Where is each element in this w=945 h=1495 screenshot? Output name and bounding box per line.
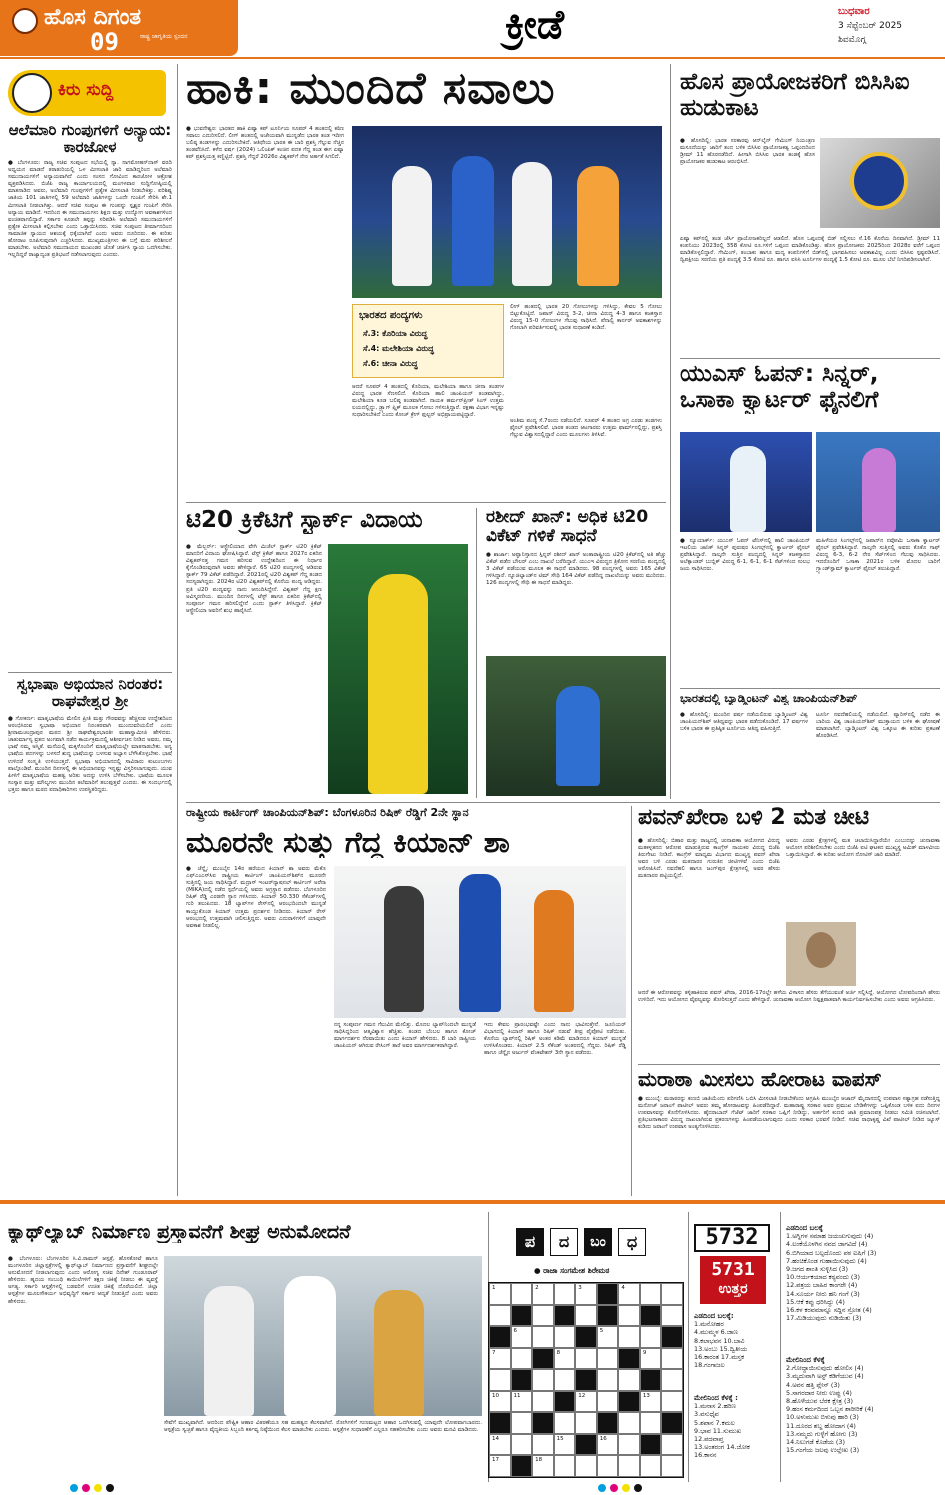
puzzle-letter: ಬಂ bbox=[584, 1228, 612, 1256]
grid-cell[interactable] bbox=[575, 1305, 597, 1327]
starc-headline: ಟಿ20 ಕ್ರಿಕೆಟಿಗೆ ಸ್ಟಾರ್ಕ್ ವಿದಾಯ bbox=[186, 508, 423, 533]
grid-cell[interactable] bbox=[618, 1326, 640, 1348]
person-figure bbox=[374, 1290, 424, 1416]
hockey-story-4: ಅಂತಿಮ ಪಂದ್ಯ ಸೆ.7ರಂದು ನಡೆಯಲಿದೆ. ಸೂಪರ್ 4 ಹಂತದ ಅಗ್ರ ಎರಡು ತಂಡಗಳು ಫೈನಲ್ ಪ್ರವೇಶಿಸಲಿವೆ. ಭಾರತ ತಂಡದ ಆಟಗಾರರು ಉತ್ತಮ ಫಾರ್ಮ್‌ನಲ್ಲಿದ್ದು, ಪ್ರಶಸ್ತಿ ಗೆಲ್ಲುವ ವಿಶ್ವಾಸದಲ್ಲಿದ್ದಾರೆ ಎಂದು ಮೂಲಗಳು ತಿಳಿಸಿವೆ. bbox=[510, 418, 662, 439]
grid-cell[interactable] bbox=[489, 1305, 511, 1327]
grid-cell[interactable] bbox=[511, 1412, 533, 1434]
podium-driver bbox=[534, 890, 574, 1012]
bcci-story-1: ● ಹೊಸದಿಲ್ಲಿ: ಭಾರತ ಸರಕಾರವು ಆನ್‌ಲೈನ್ ಗೇಮಿಂಗ್ ನಿಯಂತ್ರಣ ಮಸೂದೆಯನ್ನು ಜಾರಿಗೆ ತಂದ ಬಳಿಕ ಬಿಸಿಸಿಐ ಪ್ರಾಯೋಜಕತ್ವ ಒಪ್ಪಂದದಿಂದ ಡ್ರೀಮ್ 11 ಹೊರನಡೆದಿದೆ. ಹೀಗಾಗಿ ಬಿಸಿಸಿಐ ಭಾರತ ತಂಡಕ್ಕೆ ಹೊಸ ಪ್ರಾಯೋಜಕರ ಹುಡುಕಾಟ ಆರಂಭಿಸಿದೆ. bbox=[680, 138, 815, 166]
face-shape bbox=[806, 932, 836, 968]
maratha-story: ● ಮುಂಬೈ: ಮರಾಠರನ್ನು ಕುಣಬಿ ಜಾತಿಯೆಂದು ಪರಿಗಣಿಸಿ ಒಬಿಸಿ ಮೀಸಲಾತಿ ನೀಡಬೇಕೆಂದು ಆಗ್ರಹಿಸಿ ಮುಂಬೈನ ಆಜಾದ್ ಮೈದಾನದಲ್ಲಿ ಉಪವಾಸ ಸತ್ಯಾಗ್ರಹ ನಡೆಸುತ್ತಿದ್ದ ಮನೋಜ್ ಜರಾಂಗೆ ಪಾಟೀಲ್ ಅವರು ತಮ್ಮ ಹೋರಾಟವನ್ನು ಹಿಂಪಡೆದಿದ್ದಾರೆ. ಮಹಾರಾಷ್ಟ್ರ ಸರಕಾರ ಅವರ ಪ್ರಮುಖ ಬೇಡಿಕೆಗಳನ್ನು ಒಪ್ಪಿಕೊಂಡ ಬಳಿಕ ಐದು ದಿನಗಳ ಉಪವಾಸವನ್ನು ಕೊನೆಗೊಳಿಸಿದರು. ಹೈದರಾಬಾದ್ ಗೆಜೆಟ್ ಜಾರಿಗೆ ಸರಕಾರ ಒಪ್ಪಿಗೆ ನೀಡಿದ್ದು, ಅರ್ಹರಿಗೆ ಕುಣಬಿ ಜಾತಿ ಪ್ರಮಾಣಪತ್ರ ನೀಡಲು ಸಮಿತಿ ರಚಿಸಲಾಗಿದೆ. ಪ್ರತಿಭಟನಾಕಾರರ ವಿರುದ್ಧ ದಾಖಲಾಗಿರುವ ಪ್ರಕರಣಗಳನ್ನು ಹಿಂಪಡೆಯಲಾಗುವುದು ಎಂದು ಸರಕಾರ ಭರವಸೆ ನೀಡಿದೆ. ಸಚಿವ ರಾಧಾಕೃಷ್ಣ ವಿಖೆ ಪಾಟೀಲ್ ನೀಡಿದ ಜ್ಯೂಸ್ ಕುಡಿದು ಜರಾಂಗೆ ಉಪವಾಸ ಅಂತ್ಯಗೊಳಿಸಿದರು. bbox=[638, 1096, 940, 1131]
clue-item: 10.ಅಳುಮುಖ ಬಿಳುಪು ಹಾರಿ (3) bbox=[786, 1413, 859, 1422]
cmyk-dot bbox=[82, 1484, 90, 1492]
clues-down bbox=[786, 1354, 940, 1480]
clue-item: 2.ಗೋದ್ಧಾಯಿಸುವುದು ಹೋಲಿಸ (4) bbox=[786, 1364, 864, 1373]
grid-block bbox=[554, 1305, 576, 1327]
bcci-story-2: ಏಷ್ಯಾ ಕಪ್‌ನಲ್ಲಿ ತಂಡ ಜೆರ್ಸಿ ಪ್ರಾಯೋಜಕರಿಲ್ಲದೆ ಆಡಲಿದೆ. ಹೊಸ ಒಪ್ಪಂದಕ್ಕೆ ಬಿಡ್ ಸಲ್ಲಿಸಲು ಸೆ.16 ಕೊನೆಯ ದಿನವಾಗಿದೆ. ಡ್ರೀಮ್ 11 ಕಂಪನಿಯು 2023ರಲ್ಲಿ 358 ಕೋಟಿ ರೂ.ಗಳಿಗೆ ಒಪ್ಪಂದ ಮಾಡಿಕೊಂಡಿತ್ತು. ಹೊಸ ಪ್ರಾಯೋಜಕರು 2025ರಿಂದ 2028ರ ವರೆಗೆ ಒಪ್ಪಂದ ಮಾಡಿಕೊಳ್ಳಲಿದ್ದಾರೆ. ಗೇಮಿಂಗ್, ತಂಬಾಕು ಹಾಗೂ ಮದ್ಯ ಕಂಪನಿಗಳಿಗೆ ಬಿಡ್‌ನಲ್ಲಿ ಭಾಗವಹಿಸಲು ಅವಕಾಶವಿಲ್ಲ ಎಂದು ಬಿಸಿಸಿಐ ಸ್ಪಷ್ಟಪಡಿಸಿದೆ. ದ್ವಿಪಕ್ಷೀಯ ಸರಣಿಯ ಪ್ರತಿ ಪಂದ್ಯಕ್ಕೆ 3.5 ಕೋಟಿ ರೂ. ಹಾಗೂ ಐಸಿಸಿ ಟೂರ್ನಿಗಳ ಪಂದ್ಯಕ್ಕೆ 1.5 ಕೋಟಿ ರೂ. ಮೂಲ ಬೆಲೆ ನಿಗದಿಪಡಿಸಲಾಗಿದೆ. bbox=[680, 236, 940, 264]
bcci-headline: ಹೊಸ ಪ್ರಾಯೋಜಕರಿಗೆ ಬಿಸಿಸಿಐ ಹುಡುಕಾಟ bbox=[680, 70, 910, 121]
grid-cell[interactable] bbox=[511, 1348, 533, 1370]
answer-item: 9.ಭಾವ 11.ಸುಮುಖ bbox=[694, 1426, 742, 1435]
rule bbox=[780, 1212, 781, 1482]
bcci-crest-icon bbox=[850, 152, 908, 210]
grid-cell[interactable] bbox=[661, 1455, 683, 1477]
rule bbox=[680, 688, 940, 689]
rule bbox=[688, 1212, 689, 1482]
grid-block bbox=[597, 1305, 619, 1327]
grid-cell[interactable]: 15 bbox=[554, 1434, 576, 1456]
answer-item: 12.ಪದವಾಪ್ತ bbox=[694, 1435, 724, 1444]
grid-cell[interactable]: 16 bbox=[597, 1434, 619, 1456]
registration-marks bbox=[598, 1484, 648, 1492]
grid-cell[interactable] bbox=[532, 1369, 554, 1391]
clue-item: 4.ಅವನ ಹತ್ತಿ ಪ್ಲೇಸ್ (3) bbox=[786, 1380, 840, 1389]
cmyk-dot bbox=[598, 1484, 606, 1492]
grid-block bbox=[661, 1412, 683, 1434]
badminton-headline: ಭಾರತದಲ್ಲಿ ಬ್ಯಾಡ್ಮಿಂಟನ್ ವಿಶ್ವ ಚಾಂಪಿಯನ್‌ಶಿಪ್ bbox=[680, 692, 858, 705]
clue-item: 9.ಹಂಸ ಕರ್ಮದಿಂದ ಒಬ್ಬನ ಶಾರೀರಿಕೆ (4) bbox=[786, 1405, 874, 1414]
puzzle-title bbox=[516, 1228, 650, 1256]
puzzle-letter: ಧ bbox=[618, 1228, 646, 1256]
answer-item: 3.ವಸುಧೈವ bbox=[694, 1410, 719, 1419]
hockey-story-1: ● ಭುವನೇಶ್ವರ: ಭಾರತದ ಹಾಕಿ ಏಷ್ಯಾ ಕಪ್ ಟೂರ್ನಿಯ ಸೂಪರ್ 4 ಹಂತದಲ್ಲಿ ಕಠಿಣ ಸವಾಲು ಎದುರಿಸಲಿದೆ. ಲೀಗ್ ಹಂತದಲ್ಲಿ ಅಜೇಯವಾಗಿ ಮುನ್ನಡೆದ ಭಾರತ ತಂಡ ಇದೀಗ ಬಲಿಷ್ಠ ತಂಡಗಳನ್ನು ಎದುರಿಸಬೇಕಿದೆ. ಆತಿಥೇಯ ಭಾರತ ಈ ಬಾರಿ ಪ್ರಶಸ್ತಿ ಗೆಲ್ಲುವ ನೆಚ್ಚಿನ ತಂಡವೆನಿಸಿದೆ. ಕಳೆದ ವರ್ಷ (2024) ಒಲಿಂಪಿಕ್ ಕಂಚಿನ ಪದಕ ಗೆದ್ದ ತಂಡ ಈಗ ಏಷ್ಯಾ ಕಪ್ ಪ್ರಶಸ್ತಿಯತ್ತ ಕಣ್ಣಿಟ್ಟಿದೆ. ಪ್ರಶಸ್ತಿ ಗೆದ್ದರೆ 2026ರ ವಿಶ್ವಕಪ್‌ಗೆ ನೇರ ಅರ್ಹತೆ ಸಿಗಲಿದೆ. bbox=[186, 126, 344, 161]
grid-block bbox=[618, 1348, 640, 1370]
answer-item: 13.ಅಂಬು 15.ದ್ವಿತೀಯ bbox=[694, 1344, 748, 1353]
khera-portrait bbox=[786, 922, 856, 986]
grid-cell[interactable] bbox=[597, 1348, 619, 1370]
grid-block bbox=[575, 1369, 597, 1391]
grid-cell[interactable] bbox=[640, 1455, 662, 1477]
answer-item: 1.ಮನಾಸ 2.ಹರಿಣ bbox=[694, 1402, 736, 1411]
column-divider bbox=[177, 64, 178, 1196]
cmyk-dot bbox=[610, 1484, 618, 1492]
khera-story-3: ಆದರೆ ಈ ಆರೋಪವನ್ನು ತಳ್ಳಿಹಾಕಿರುವ ಪವನ್ ಖೇರಾ, 2016-17ರಲ್ಲೇ ಹಳೆಯ ವಿಳಾಸದ ಹೆಸರು ತೆಗೆಯುವಂತೆ ಅರ್ಜಿ ಸಲ್ಲಿಸಿದ್ದೆ. ಆಯೋಗದ ಲೋಪದಿಂದಾಗಿ ಹೆಸರು ಉಳಿದಿದೆ. ಇದು ಆಯೋಗದ ವೈಫಲ್ಯವನ್ನು ತೋರಿಸುತ್ತದೆ ಎಂದು ಹೇಳಿದ್ದಾರೆ. ಚುನಾವಣಾ ಆಯೋಗ ನಿಷ್ಪಕ್ಷಪಾತವಾಗಿ ಕಾರ್ಯನಿರ್ವಹಿಸಬೇಕು ಎಂದು ಅವರು ಆಗ್ರಹಿಸಿದರು. bbox=[638, 990, 940, 1004]
grid-cell[interactable] bbox=[575, 1348, 597, 1370]
grid-block bbox=[489, 1412, 511, 1434]
grid-cell[interactable]: 1 bbox=[489, 1283, 511, 1305]
grid-cell[interactable] bbox=[618, 1412, 640, 1434]
rule bbox=[186, 502, 666, 503]
kiru-headline-2: ಸ್ವಭಾಷಾ ಅಭಿಯಾನ ನಿರಂತರ: ರಾಘವೇಶ್ವರ ಶ್ರೀ bbox=[16, 676, 164, 710]
cmyk-dot bbox=[106, 1484, 114, 1492]
grid-cell[interactable]: 14 bbox=[489, 1434, 511, 1456]
clue-item: 13.ನಮ್ಮದು ಗುಳ್ಳೆಗೆ ಹೋಗು (3) bbox=[786, 1429, 858, 1438]
karting-story-3: ಇದು ಕೇವಲ ಪ್ರಾರಂಭವಷ್ಟೇ ಎಂದು ನಾನು ಭಾವಿಸುತ್ತೇನೆ. ಜೂನಿಯರ್ ವಿಭಾಗದಲ್ಲಿ ಕಿಯಾನ್ ಹಾಗೂ ರಿಷಿಕ್ ನಡುವೆ ತೀವ್ರ ಪೈಪೋಟಿ ನಡೆಯಿತು. ಕೊನೆಯ ಲ್ಯಾಪ್‌ನಲ್ಲಿ ರಿಷಿಕ್ ಅಂತರ ಕಡಿಮೆ ಮಾಡಿದರೂ ಕಿಯಾನ್ ಮುನ್ನಡೆ ಉಳಿಸಿಕೊಂಡರು. ಕಿಯಾನ್ 2.5 ಸೆಕೆಂಡ್ ಅಂತರದಲ್ಲಿ ಗೆದ್ದರು. ರಿಷಿಕ್ ರೆಡ್ಡಿ ಹಾಗೂ ಚೆನ್ನೈನ ಅರ್ಜುನ್ ವೆಂಕಟೇಶನ್ 3ನೇ ಸ್ಥಾನ ಪಡೆದರು. bbox=[484, 1022, 626, 1057]
player-figure bbox=[392, 166, 432, 286]
badminton-story-2: ಟೂರ್ನಿ ನವದೆಹಲಿಯಲ್ಲಿ ನಡೆಯಲಿದೆ. ಪ್ಯಾರಿಸ್‌ನಲ್ಲಿ ನಡೆದ ಈ ಬಾರಿಯ ವಿಶ್ವ ಚಾಂಪಿಯನ್‌ಶಿಪ್ ಮುಕ್ತಾಯದ ಬಳಿಕ ಈ ಘೋಷಣೆ ಮಾಡಲಾಗಿದೆ. ಬ್ಯಾಡ್ಮಿಂಟನ್ ವಿಶ್ವ ಒಕ್ಕೂಟ ಈ ಕುರಿತು ಪ್ರಕಟಣೆ ಹೊರಡಿಸಿದೆ. bbox=[816, 712, 940, 740]
karting-story-2: ನನ್ನ ಸಂಪೂರ್ಣ ಗಮನ ಗೆಲುವಿನ ಮೇಲಿತ್ತು. ಮೊದಲ ಲ್ಯಾಪ್‌ನಿಂದಲೇ ಮುನ್ನಡೆ ಸಾಧಿಸಿದ್ದರಿಂದ ಆತ್ಮವಿಶ್ವಾಸ ಹೆಚ್ಚಿತು. ತಂಡದ ಬೆಂಬಲ ಹಾಗೂ ಕೋಚ್ ಮಾರ್ಗದರ್ಶನ ನೆರವಾಯಿತು ಎಂದು ಕಿಯಾನ್ ಹೇಳಿದರು. 8 ಬಾರಿ ರಾಷ್ಟ್ರೀಯ ಚಾಂಪಿಯನ್ ಆಗಿರುವ ರೇಸಿಂಗ್ ತಾರೆ ಅವರ ಮಾರ್ಗದರ್ಶಕರಾಗಿದ್ದಾರೆ. bbox=[334, 1022, 476, 1050]
cathlab-photo bbox=[164, 1256, 482, 1416]
grid-block bbox=[597, 1412, 619, 1434]
grid-block bbox=[554, 1391, 576, 1413]
usopen-story-2: ಮಹಿಳೆಯರ ಸಿಂಗಲ್ಸ್‌ನಲ್ಲಿ ಜಪಾನ್‌ನ ನವೋಮಿ ಒಸಾಕಾ ಕ್ವಾರ್ಟರ್ ಫೈನಲ್ ಪ್ರವೇಶಿಸಿದ್ದಾರೆ. ನಾಲ್ಕನೇ ಸುತ್ತಿನಲ್ಲಿ ಅವರು ಕೊಕೊ ಗಾಫ್ ವಿರುದ್ಧ 6-3, 6-2 ನೇರ ಸೆಟ್‌ಗಳಿಂದ ಗೆಲುವು ಸಾಧಿಸಿದರು. ಇದರೊಂದಿಗೆ ಒಸಾಕಾ 2021ರ ಬಳಿಕ ಮೊದಲ ಬಾರಿಗೆ ಗ್ರ್ಯಾಂಡ್‌ಸ್ಲಾಮ್ ಕ್ವಾರ್ಟರ್ ಫೈನಲ್ ತಲುಪಿದ್ದಾರೆ. bbox=[816, 538, 940, 573]
fixture-item: ಸೆ.6: ಚೀನಾ ವಿರುದ್ಧ bbox=[363, 359, 418, 368]
grid-block bbox=[575, 1326, 597, 1348]
issue-city: ಶಿವಮೊಗ್ಗ bbox=[838, 35, 866, 45]
rashid-headline: ರಶೀದ್ ಖಾನ್: ಅಧಿಕ ಟಿ20 ವಿಕೆಟ್ ಗಳಿಕೆ ಸಾಧನೆ bbox=[486, 508, 649, 547]
clue-item: 12.ಪತ್ರಯ ಬಾಹಿರ ಕಾಂಗರೇ (4) bbox=[786, 1281, 858, 1290]
karting-kicker: ರಾಷ್ಟ್ರೀಯ ಕಾರ್ಟಿಂಗ್ ಚಾಂಪಿಯನ್‌ಶಿಪ್: ಬೆಂಗಳೂರಿನ ರಿಷಿಕ್ ರೆಡ್ಡಿಗೆ 2ನೇ ಸ್ಥಾನ bbox=[186, 806, 469, 819]
section-title: ಕ್ರೀಡೆ bbox=[505, 2, 564, 48]
clue-item: 14.ಸೂರ್ಯ ನೀರು ಹನಿ ಗಂಗೆ (3) bbox=[786, 1289, 860, 1298]
starc-photo bbox=[328, 544, 468, 794]
player-figure bbox=[577, 166, 619, 286]
grid-cell[interactable]: 12 bbox=[575, 1391, 597, 1413]
grid-block bbox=[511, 1369, 533, 1391]
grid-cell[interactable]: 2 bbox=[532, 1283, 554, 1305]
clues-across bbox=[786, 1222, 940, 1352]
grid-cell[interactable]: 17 bbox=[489, 1455, 511, 1477]
maratha-headline: ಮರಾಠಾ ಮೀಸಲು ಹೋರಾಟ ವಾಪಸ್ bbox=[638, 1068, 882, 1091]
grid-cell[interactable]: 13 bbox=[640, 1391, 662, 1413]
grid-cell[interactable] bbox=[597, 1369, 619, 1391]
player-figure bbox=[368, 574, 428, 794]
clue-item: 15.ಗಂಗೆಯ ಜಲವು ಉಲ್ಲೇಖ (3) bbox=[786, 1446, 860, 1455]
issue-day: ಬುಧವಾರ bbox=[838, 6, 870, 17]
grid-cell[interactable] bbox=[597, 1455, 619, 1477]
grid-cell[interactable]: 3 bbox=[575, 1283, 597, 1305]
grid-block bbox=[640, 1305, 662, 1327]
clue-item: 16.ಕಳ ಕರವಮಾನ್ನೂ ಸದ್ದಿನ ಸ್ರೋತ (4) bbox=[786, 1306, 872, 1315]
rule bbox=[680, 358, 940, 359]
answer-item: 18.ಗಂಗಾಜಲ bbox=[694, 1361, 725, 1370]
grid-block bbox=[511, 1455, 533, 1477]
grid-cell[interactable]: 6 bbox=[511, 1326, 533, 1348]
rule bbox=[670, 64, 671, 799]
grid-cell[interactable]: 5 bbox=[597, 1326, 619, 1348]
clues-down-head: ಮೇಲಿನಿಂದ ಕೆಳಕ್ಕೆ bbox=[786, 1356, 825, 1364]
grid-cell[interactable] bbox=[661, 1434, 683, 1456]
fixtures-box bbox=[352, 304, 504, 378]
logo-tagline: ರಾಷ್ಟ್ರ ಜಾಗೃತಿಯ ಸ್ಪಂದನ bbox=[140, 33, 188, 40]
grid-cell[interactable] bbox=[554, 1369, 576, 1391]
grid-cell[interactable]: 11 bbox=[511, 1391, 533, 1413]
masthead-rule bbox=[0, 57, 945, 59]
answer-item: 16.ಕಾನನ bbox=[694, 1451, 717, 1460]
fixture-item: ಸೆ.4: ಮಲೇಶಿಯಾ ವಿರುದ್ಧ bbox=[363, 344, 434, 353]
section-rule bbox=[0, 1200, 945, 1204]
cmyk-dot bbox=[70, 1484, 78, 1492]
kiru-story-1: ● ಬೆಂಗಳೂರು: ರಾಜ್ಯ ಸಚಿವ ಸಂಪುಟದ ಸಭೆಯಲ್ಲಿ ನ್ಯಾ. ನಾಗಮೋಹನ್‌ದಾಸ್ ವರದಿ ಅಧ್ಯಯನ ಮಾಡದೆ ತರಾತುರಿಯಲ್ಲಿ ಒಳ ಮೀಸಲಾತಿ ಜಾರಿ ಮಾಡಿದ್ದರಿಂದ ಅಲೆಮಾರಿ ಸಮುದಾಯಗಳಿಗೆ ಅನ್ಯಾಯವಾಗಿದೆ ಎಂದು ಸಂಸದ ಗೋವಿಂದ ಕಾರಜೋಳ ಆಕ್ರೋಶ ವ್ಯಕ್ತಪಡಿಸಿದರು. ಬಿಜೆಪಿ ರಾಜ್ಯ ಕಾರ್ಯಾಲಯದಲ್ಲಿ ಮಂಗಳವಾರ ಸುದ್ದಿಗೋಷ್ಠಿಯಲ್ಲಿ ಮಾತನಾಡಿದ ಅವರು, ಅಲೆಮಾರಿ ಗುಂಪುಗಳಿಗೆ ಪ್ರತ್ಯೇಕ ಮೀಸಲಾತಿ ನೀಡಬೇಕಿತ್ತು. ಪರಿಶಿಷ್ಟ ಜಾತಿಯ 101 ಜಾತಿಗಳಲ್ಲಿ 59 ಅಲೆಮಾರಿ ಜಾತಿಗಳನ್ನು ಒಂದೇ ಗುಂಪಿಗೆ ಸೇರಿಸಿ ಶೇ.1 ಮೀಸಲಾತಿ ನೀಡಲಾಗಿತ್ತು. ಆದರೆ ಸಚಿವ ಸಂಪುಟ ಈ ಗುಂಪನ್ನು ಸ್ಪೃಶ್ಯರ ಗುಂಪಿಗೆ ಸೇರಿಸಿ ಅನ್ಯಾಯ ಮಾಡಿದೆ. ಇದರಿಂದ ಈ ಸಮುದಾಯಗಳು ಶಿಕ್ಷಣ ಮತ್ತು ಉದ್ಯೋಗ ಅವಕಾಶಗಳಿಂದ ವಂಚಿತರಾಗಲಿದ್ದಾರೆ. ಸರ್ಕಾರ ಕೂಡಲೇ ತಪ್ಪನ್ನು ಸರಿಪಡಿಸಿ ಅಲೆಮಾರಿ ಸಮುದಾಯಗಳಿಗೆ ಪ್ರತ್ಯೇಕ ಮೀಸಲಾತಿ ಕಲ್ಪಿಸಬೇಕು ಎಂದು ಒತ್ತಾಯಿಸಿದರು. ಸಚಿವ ಸಂಪುಟದ ತೀರ್ಮಾನದಿಂದ ಸಾಮಾಜಿಕ ನ್ಯಾಯದ ಆಶಯಕ್ಕೆ ಧಕ್ಕೆಯಾಗಿದೆ ಎಂದು ಅವರು ದೂರಿದರು. ಈ ಕುರಿತು ಹೋರಾಟ ರೂಪಿಸುವುದಾಗಿ ಎಚ್ಚರಿಸಿದರು. ಮುಖ್ಯಮಂತ್ರಿಗಳು ಈ ಬಗ್ಗೆ ಮರು ಪರಿಶೀಲನೆ ಮಾಡಬೇಕು. ಅಲೆಮಾರಿ ಸಮುದಾಯದ ಮುಖಂಡರ ಜೊತೆ ಚರ್ಚಿಸಿ ನ್ಯಾಯ ಒದಗಿಸಬೇಕು. ಇಲ್ಲದಿದ್ದರೆ ರಾಜ್ಯಾದ್ಯಂತ ಪ್ರತಿಭಟನೆ ನಡೆಸಲಾಗುವುದು ಎಂದರು. bbox=[8, 160, 172, 259]
kiru-label: ಕಿರು ಸುದ್ದಿ bbox=[58, 80, 114, 100]
khera-story-2: ಅವರು ಎರಡು ಕ್ಷೇತ್ರಗಳಲ್ಲಿ ಮತ ಚಲಾಯಿಸಿದ್ದಾರೆಯೇ ಎಂಬುದನ್ನು ಚುನಾವಣಾ ಆಯೋಗ ಪರಿಶೀಲಿಸಬೇಕು ಎಂದು ಬಿಜೆಪಿ ಐಟಿ ಘಟಕದ ಮುಖ್ಯಸ್ಥ ಅಮಿತ್ ಮಾಳವೀಯ ಒತ್ತಾಯಿಸಿದ್ದಾರೆ. ಈ ಕುರಿತು ಆಯೋಗ ನೋಟಿಸ್ ಜಾರಿ ಮಾಡಿದೆ. bbox=[786, 838, 940, 859]
grid-cell[interactable]: 9 bbox=[640, 1348, 662, 1370]
fixtures-title: ಭಾರತದ ಪಂದ್ಯಗಳು bbox=[359, 310, 423, 321]
answers-across-head: ಎಡದಿಂದ ಬಲಕ್ಕೆ: bbox=[694, 1312, 734, 1320]
grid-cell[interactable]: 18 bbox=[532, 1455, 554, 1477]
prev-puzzle-number: 5731 bbox=[711, 1259, 755, 1280]
grid-cell[interactable] bbox=[618, 1369, 640, 1391]
cathlab-story-1: ● ಬೆಂಗಳೂರು: ಬೆಂಗಳೂರಿನ ಸಿ.ವಿ.ರಾಮನ್ ಆಸ್ಪತ್ರೆ, ಹೊಸಕೋಟೆ ಹಾಗೂ ಮಂಗಳೂರಿನ ಜಿಲ್ಲಾಸ್ಪತ್ರೆಗಳಲ್ಲಿ ಕ್ಯಾಥ್‌ಲ್ಯಾಬ್ ನಿರ್ಮಾಣದ ಪ್ರಸ್ತಾವನೆಗೆ ಶೀಘ್ರದಲ್ಲೇ ಅನುಮೋದನೆ ನೀಡಲಾಗುವುದು ಎಂದು ಆರೋಗ್ಯ ಸಚಿವ ದಿನೇಶ್ ಗುಂಡೂರಾವ್ ಹೇಳಿದರು. ಹೃದಯ ಸಂಬಂಧಿ ಕಾಯಿಲೆಗಳಿಗೆ ತಕ್ಷಣ ಚಿಕಿತ್ಸೆ ನೀಡಲು ಈ ವ್ಯವಸ್ಥೆ ಅಗತ್ಯ. ಸರ್ಕಾರಿ ಆಸ್ಪತ್ರೆಗಳಲ್ಲಿ ಬಡವರಿಗೆ ಉಚಿತ ಚಿಕಿತ್ಸೆ ದೊರೆಯಲಿದೆ. ಜಿಲ್ಲಾ ಆಸ್ಪತ್ರೆಗಳ ಮೂಲಸೌಕರ್ಯ ಅಭಿವೃದ್ಧಿಗೆ ಸರ್ಕಾರ ಆದ್ಯತೆ ನೀಡುತ್ತಿದೆ ಎಂದು ಅವರು ಹೇಳಿದರು. bbox=[8, 1256, 158, 1305]
player-figure bbox=[556, 686, 600, 786]
grid-block bbox=[618, 1391, 640, 1413]
grid-block bbox=[597, 1283, 619, 1305]
puzzle-number: 5732 bbox=[694, 1224, 770, 1252]
grid-block bbox=[489, 1326, 511, 1348]
usopen-headline: ಯುಎಸ್ ಓಪನ್: ಸಿನ್ನರ್, ಒಸಾಕಾ ಕ್ವಾರ್ಟರ್ ಫೈನಲಿಗೆ bbox=[680, 362, 879, 413]
clue-item: 5.ಸಾಗರದಾರ ನೀರು ಉಪ್ಪು (4) bbox=[786, 1388, 852, 1397]
clue-item: 7.ಹಂಚಿಕೊಂಡ ಗುಹಾಯಿಸುವುದು (4) bbox=[786, 1256, 867, 1265]
hockey-story-2: ಆದರೆ ಸೂಪರ್ 4 ಹಂತದಲ್ಲಿ ಕೊರಿಯಾ, ಮಲೇಶಿಯಾ ಹಾಗೂ ಚೀನಾ ತಂಡಗಳ ವಿರುದ್ಧ ಭಾರತ ಸೆಣಸಲಿದೆ. ಕೊರಿಯಾ ಹಾಲಿ ಚಾಂಪಿಯನ್ ತಂಡವಾಗಿದ್ದು, ಮಲೇಶಿಯಾ ಕೂಡ ಬಲಿಷ್ಠ ತಂಡವಾಗಿದೆ. ನಾಯಕ ಹರ್ಮನ್‌ಪ್ರೀತ್ ಸಿಂಗ್ ಉತ್ತಮ ಲಯದಲ್ಲಿದ್ದು, ಡ್ರ್ಯಾಗ್ ಫ್ಲಿಕ್ ಮೂಲಕ ಗೋಲು ಗಳಿಸುತ್ತಿದ್ದಾರೆ. ರಕ್ಷಣಾ ವಿಭಾಗ ಇನ್ನಷ್ಟು ಸುಧಾರಿಸಬೇಕಿದೆ ಎಂದು ಕೋಚ್ ಕ್ರೇಗ್ ಫುಲ್ಟನ್ ಅಭಿಪ್ರಾಯಪಟ್ಟಿದ್ದಾರೆ. bbox=[352, 384, 504, 419]
podium-driver bbox=[384, 886, 424, 1012]
puzzle-letter: ಪ bbox=[516, 1228, 544, 1256]
issue-date: 3 ಸೆಪ್ಟೆಂಬರ್ 2025 bbox=[838, 21, 903, 31]
grid-cell[interactable] bbox=[597, 1391, 619, 1413]
hockey-story-3: ಲೀಗ್ ಹಂತದಲ್ಲಿ ಭಾರತ 20 ಗೋಲುಗಳನ್ನು ಗಳಿಸಿದ್ದು, ಕೇವಲ 5 ಗೋಲು ಬಿಟ್ಟುಕೊಟ್ಟಿದೆ. ಜಪಾನ್ ವಿರುದ್ಧ 3-2, ಚೀನಾ ವಿರುದ್ಧ 4-3 ಹಾಗೂ ಕಜಕಸ್ತಾನ ವಿರುದ್ಧ 15-0 ಗೋಲುಗಳ ಗೆಲುವು ಸಾಧಿಸಿದೆ. ಪೆನಾಲ್ಟಿ ಕಾರ್ನರ್ ಅವಕಾಶಗಳನ್ನು ಗೋಲಾಗಿ ಪರಿವರ್ತಿಸುವಲ್ಲಿ ಭಾರತ ಸುಧಾರಣೆ ಕಂಡಿದೆ. bbox=[510, 304, 662, 332]
grid-cell[interactable] bbox=[661, 1305, 683, 1327]
rule bbox=[631, 806, 632, 1196]
answer-item: 4.ಮುಮ್ಮಳ 6.ಜಾಣ bbox=[694, 1328, 738, 1337]
clues-across-head: ಎಡದಿಂದ ಬಲಕ್ಕೆ bbox=[786, 1224, 823, 1232]
person-figure bbox=[204, 1286, 254, 1416]
rashid-story: ● ಶಾರ್ಜಾ: ಅಫ್ಘಾನಿಸ್ತಾನದ ಸ್ಪಿನ್ನರ್ ರಶೀದ್ ಖಾನ್ ಅಂತಾರಾಷ್ಟ್ರೀಯ ಟಿ20 ಕ್ರಿಕೆಟ್‌ನಲ್ಲಿ ಅತಿ ಹೆಚ್ಚು ವಿಕೆಟ್ ಪಡೆದ ಬೌಲರ್ ಎಂಬ ದಾಖಲೆ ಬರೆದಿದ್ದಾರೆ. ಯುಎಇ ವಿರುದ್ಧದ ತ್ರಿಕೋನ ಸರಣಿಯ ಪಂದ್ಯದಲ್ಲಿ 3 ವಿಕೆಟ್ ಪಡೆಯುವ ಮೂಲಕ ಈ ಸಾಧನೆ ಮಾಡಿದರು. 98 ಪಂದ್ಯಗಳಲ್ಲಿ ಅವರು 165 ವಿಕೆಟ್ ಗಳಿಸಿದ್ದಾರೆ. ನ್ಯೂಜಿಲ್ಯಾಂಡ್‌ನ ಟಿಮ್ ಸೌಥಿ 164 ವಿಕೆಟ್ ಪಡೆದಿದ್ದ ದಾಖಲೆಯನ್ನು ಅವರು ಮುರಿದರು. 126 ಪಂದ್ಯಗಳಲ್ಲಿ ಸೌಥಿ ಈ ಸಾಧನೆ ಮಾಡಿದ್ದರು. bbox=[486, 552, 666, 587]
grid-block bbox=[640, 1369, 662, 1391]
rule bbox=[476, 508, 477, 798]
grid-cell[interactable] bbox=[661, 1283, 683, 1305]
grid-cell[interactable] bbox=[532, 1434, 554, 1456]
grid-cell[interactable] bbox=[489, 1369, 511, 1391]
karting-headline: ಮೂರನೇ ಸುತ್ತು ಗೆದ್ದ ಕಿಯಾನ್ ಶಾ bbox=[186, 826, 510, 859]
answers-down bbox=[694, 1392, 776, 1480]
grid-cell[interactable] bbox=[554, 1326, 576, 1348]
grid-cell[interactable] bbox=[575, 1455, 597, 1477]
clue-item: 11.ದೂರದ ಶಬ್ದ ಹೋದಾಗ (4) bbox=[786, 1421, 856, 1430]
rule bbox=[8, 672, 172, 673]
grid-cell[interactable] bbox=[554, 1283, 576, 1305]
grid-cell[interactable] bbox=[618, 1305, 640, 1327]
player-figure bbox=[862, 448, 896, 532]
clue-item: 14.ನಿಲುಗಡೆ ಕೊಡೆಯ (3) bbox=[786, 1438, 845, 1447]
badminton-story-1: ● ಹೊಸದಿಲ್ಲಿ: ಮುಂದಿನ ವರ್ಷ ನಡೆಯಲಿರುವ ಬ್ಯಾಡ್ಮಿಂಟನ್ ವಿಶ್ವ ಚಾಂಪಿಯನ್‌ಶಿಪ್ ಆತಿಥ್ಯವನ್ನು ಭಾರತ ಪಡೆದುಕೊಂಡಿದೆ. 17 ವರ್ಷಗಳ ಬಳಿಕ ಭಾರತ ಈ ಪ್ರತಿಷ್ಠಿತ ಟೂರ್ನಿಯ ಆತಿಥ್ಯ ವಹಿಸುತ್ತಿದೆ. bbox=[680, 712, 808, 733]
grid-block bbox=[640, 1434, 662, 1456]
grid-cell[interactable]: 7 bbox=[489, 1348, 511, 1370]
answer-item: 5.ಶಪಾನ 7.ಕಮಲ bbox=[694, 1418, 735, 1427]
prev-puzzle-label: ಉತ್ತರ bbox=[718, 1281, 748, 1297]
grid-block bbox=[532, 1412, 554, 1434]
grid-cell[interactable] bbox=[554, 1412, 576, 1434]
grid-cell[interactable]: 10 bbox=[489, 1391, 511, 1413]
clue-item: 15.ಆಕೆ ಕಪ್ಪು ಧರಿಸಿದ್ದು (4) bbox=[786, 1297, 845, 1306]
grid-cell[interactable] bbox=[511, 1434, 533, 1456]
cmyk-dot bbox=[94, 1484, 102, 1492]
clue-item: 10.ಆರ್ಯಕಯಾದ ಕಠ್ಯವಂದು (3) bbox=[786, 1273, 860, 1282]
answer-item: 16.ಕಾರಂತ 17.ಮಸ್ತಕ bbox=[694, 1353, 744, 1362]
khera-story-1: ● ಹೊಸದಿಲ್ಲಿ: ಬಿಹಾರ ಮತ್ತು ರಾಜ್ಯದಲ್ಲಿ ಚುನಾವಣಾ ಆಯೋಗದ ವಿರುದ್ಧ ಮತಕಳ್ಳತನದ ಆರೋಪ ಮಾಡುತ್ತಿರುವ ಕಾಂಗ್ರೆಸ್ ನಾಯಕರ ವಿರುದ್ಧ ಬಿಜೆಪಿ ತಿರುಗೇಟು ನೀಡಿದೆ. ಕಾಂಗ್ರೆಸ್ ಮಾಧ್ಯಮ ವಿಭಾಗದ ಮುಖ್ಯಸ್ಥ ಪವನ್ ಖೇರಾ ಅವರ ಬಳಿ ಎರಡು ಮತದಾರರ ಗುರುತಿನ ಚೀಟಿಗಳಿವೆ ಎಂದು ಬಿಜೆಪಿ ಆರೋಪಿಸಿದೆ. ನವದೆಹಲಿ ಹಾಗೂ ಜಂಗ್‌ಪುರ ಕ್ಷೇತ್ರಗಳಲ್ಲಿ ಅವರ ಹೆಸರು ಮತದಾರರ ಪಟ್ಟಿಯಲ್ಲಿದೆ. bbox=[638, 838, 780, 880]
grid-cell[interactable] bbox=[661, 1348, 683, 1370]
logo-text: ಹೊಸ ದಿಗಂತ bbox=[44, 4, 142, 30]
answer-item: 1.ಮನೋಹರ bbox=[694, 1320, 724, 1329]
answers-across bbox=[694, 1310, 776, 1390]
crossword-grid bbox=[488, 1282, 684, 1478]
clue-item: 8.ಹೊಳೆಯುವ ಬೆರಕ ಕ್ಷೇತ್ರ (3) bbox=[786, 1397, 854, 1406]
answer-item: 13.ಅಂತರಂಗ 14.ಜೋಕ bbox=[694, 1443, 750, 1452]
grid-cell[interactable] bbox=[640, 1412, 662, 1434]
grid-cell[interactable] bbox=[661, 1369, 683, 1391]
grid-cell[interactable]: 4 bbox=[618, 1283, 640, 1305]
grid-cell[interactable] bbox=[532, 1305, 554, 1327]
kiru-story-2: ● ಗೋಕರ್ಣ: ಮಾತೃಭಾಷೆಯ ಮೇಲಿನ ಪ್ರೀತಿ ಮತ್ತು ಗೌರವವನ್ನು ಹೆಚ್ಚಿಸುವ ಉದ್ದೇಶದಿಂದ ಆರಂಭಿಸಿರುವ ಸ್ವಭಾಷಾ ಅಭಿಯಾನ ನಿರಂತರವಾಗಿ ಮುಂದುವರಿಯಲಿದೆ ಎಂದು ಶ್ರೀರಾಮಚಂದ್ರಾಪುರ ಮಠದ ಶ್ರೀ ರಾಘವೇಶ್ವರಭಾರತೀ ಮಹಾಸ್ವಾಮೀಜಿ ಹೇಳಿದರು. ಚಾತುರ್ಮಾಸ್ಯ ವ್ರತದ ಅಂಗವಾಗಿ ನಡೆದ ಕಾರ್ಯಕ್ರಮದಲ್ಲಿ ಆಶೀರ್ವಚನ ನೀಡಿದ ಅವರು, ನಮ್ಮ ಭಾಷೆ ನಮ್ಮ ಅಸ್ಮಿತೆ. ಮನೆಯಲ್ಲಿ ಮಕ್ಕಳೊಂದಿಗೆ ಮಾತೃಭಾಷೆಯಲ್ಲೇ ಮಾತನಾಡಬೇಕು. ಅನ್ಯ ಭಾಷೆಯ ಪದಗಳನ್ನು ಬಳಸದೆ ಶುದ್ಧ ಭಾಷೆಯನ್ನು ಬಳಸುವ ಅಭ್ಯಾಸ ಬೆಳೆಸಿಕೊಳ್ಳಬೇಕು. ಭಾಷೆ ಉಳಿದರೆ ಸಂಸ್ಕೃತಿ ಉಳಿಯುತ್ತದೆ. ಸ್ವಭಾಷಾ ಅಭಿಯಾನದಲ್ಲಿ ಸಾವಿರಾರು ಕುಟುಂಬಗಳು ಪಾಲ್ಗೊಂಡಿವೆ. ಮುಂದಿನ ದಿನಗಳಲ್ಲಿ ಈ ಅಭಿಯಾನವನ್ನು ಇನ್ನಷ್ಟು ವಿಸ್ತರಿಸಲಾಗುವುದು. ಯುವ ಪೀಳಿಗೆ ಮಾತೃಭಾಷೆಯ ಮಹತ್ವ ಅರಿತು ಅದನ್ನು ಉಳಿಸಿ ಬೆಳೆಸಬೇಕು. ಭಾಷೆಯ ಮೂಲಕ ಸಂಸ್ಕಾರ ಮತ್ತು ಮೌಲ್ಯಗಳು ಮುಂದಿನ ತಲೆಮಾರಿಗೆ ತಲುಪುತ್ತವೆ ಎಂದರು. ಈ ಸಂದರ್ಭದಲ್ಲಿ ಭಕ್ತರು ಹಾಗೂ ಮಠದ ಪದಾಧಿಕಾರಿಗಳು ಉಪಸ್ಥಿತರಿದ್ದರು. bbox=[8, 716, 172, 793]
clue-item: 17.ಮಿಡಿಯುವುದು ನುಡಿಯಿತು (3) bbox=[786, 1314, 862, 1323]
page-number: 09 bbox=[90, 28, 119, 56]
starc-story: ● ಮೆಲ್ಬರ್ನ್: ಆಸ್ಟ್ರೇಲಿಯಾದ ವೇಗಿ ಮಿಚೆಲ್ ಸ್ಟಾರ್ಕ್ ಟಿ20 ಕ್ರಿಕೆಟ್ ಮಾದರಿಗೆ ವಿದಾಯ ಘೋಷಿಸಿದ್ದಾರೆ. ಟೆಸ್ಟ್ ಕ್ರಿಕೆಟ್ ಹಾಗೂ 2027ರ ಏಕದಿನ ವಿಶ್ವಕಪ್‌ನತ್ತ ಗಮನ ಹರಿಸುವ ಉದ್ದೇಶದಿಂದ ಈ ನಿರ್ಧಾರ ಕೈಗೊಂಡಿರುವುದಾಗಿ ಅವರು ಹೇಳಿದ್ದಾರೆ. 65 ಟಿ20 ಪಂದ್ಯಗಳಲ್ಲಿ ಆಡಿರುವ ಸ್ಟಾರ್ಕ್ 79 ವಿಕೆಟ್ ಪಡೆದಿದ್ದಾರೆ. 2021ರಲ್ಲಿ ಟಿ20 ವಿಶ್ವಕಪ್ ಗೆದ್ದ ತಂಡದ ಸದಸ್ಯರಾಗಿದ್ದರು. 2024ರ ಟಿ20 ವಿಶ್ವಕಪ್‌ನಲ್ಲಿ ಕೊನೆಯ ಪಂದ್ಯ ಆಡಿದ್ದರು. ಪ್ರತಿ ಟಿ20 ಪಂದ್ಯವನ್ನು ನಾನು ಆನಂದಿಸಿದ್ದೇನೆ. ವಿಶ್ವಕಪ್ ಗೆದ್ದ ಕ್ಷಣ ಅವಿಸ್ಮರಣೀಯ. ಮುಂದಿನ ದಿನಗಳಲ್ಲಿ ಟೆಸ್ಟ್ ಹಾಗೂ ಏಕದಿನ ಕ್ರಿಕೆಟ್‌ನಲ್ಲಿ ಸಂಪೂರ್ಣ ಗಮನ ಹರಿಸಲಿದ್ದೇನೆ ಎಂದು ಸ್ಟಾರ್ಕ್ ತಿಳಿಸಿದ್ದಾರೆ. ಕ್ರಿಕೆಟ್ ಆಸ್ಟ್ರೇಲಿಯಾ ಅವರಿಗೆ ಶುಭ ಹಾರೈಸಿದೆ. bbox=[186, 544, 322, 614]
karting-podium-photo bbox=[334, 866, 626, 1018]
grid-cell[interactable] bbox=[554, 1455, 576, 1477]
grid-cell[interactable] bbox=[575, 1412, 597, 1434]
player-figure bbox=[730, 446, 766, 532]
grid-block bbox=[575, 1434, 597, 1456]
rule bbox=[186, 802, 940, 803]
clue-item: 4.ಲಂಕೆಯೊಳಗಿನ ನವದ ಜಾಗವಿದೆ (4) bbox=[786, 1240, 868, 1249]
clue-item: 9.ಜಗದ ಶಾಂತಿ ಸುಳ್ಳಿಸಿದ (3) bbox=[786, 1265, 848, 1274]
player-figure bbox=[512, 162, 552, 286]
usopen-story-1: ● ನ್ಯೂಯಾರ್ಕ್: ಯುಎಸ್ ಓಪನ್ ಟೆನಿಸ್‌ನಲ್ಲಿ ಹಾಲಿ ಚಾಂಪಿಯನ್ ಇಟಲಿಯ ಜಾನಿಕ್ ಸಿನ್ನರ್ ಪುರುಷರ ಸಿಂಗಲ್ಸ್‌ನಲ್ಲಿ ಕ್ವಾರ್ಟರ್ ಫೈನಲ್ ಪ್ರವೇಶಿಸಿದ್ದಾರೆ. ನಾಲ್ಕನೇ ಸುತ್ತಿನ ಪಂದ್ಯದಲ್ಲಿ ಸಿನ್ನರ್ ಕಜಕಸ್ತಾನದ ಅಲೆಕ್ಸಾಂಡರ್ ಬುಬ್ಲಿಕ್ ವಿರುದ್ಧ 6-1, 6-1, 6-1 ಸೆಟ್‌ಗಳಿಂದ ಸುಲಭ ಜಯ ಸಾಧಿಸಿದರು. bbox=[680, 538, 810, 573]
grid-cell[interactable] bbox=[532, 1326, 554, 1348]
grid-block bbox=[511, 1305, 533, 1327]
grid-cell[interactable] bbox=[640, 1326, 662, 1348]
cmyk-dot bbox=[634, 1484, 642, 1492]
grid-cell[interactable] bbox=[532, 1391, 554, 1413]
rule bbox=[638, 1064, 940, 1065]
kiru-headline-1: ಆಲೆಮಾರಿ ಗುಂಪುಗಳಿಗೆ ಅನ್ಯಾಯ: ಕಾರಜೋಳ bbox=[8, 122, 172, 156]
puzzle-letter: ದ bbox=[550, 1228, 578, 1256]
osaka-photo bbox=[816, 432, 940, 532]
grid-cell[interactable] bbox=[511, 1283, 533, 1305]
rashid-photo bbox=[486, 656, 666, 796]
puzzle-author: ● ರಾಜಾ ಸಂಗಮೇಶ ಶಿರೇಮಠ bbox=[534, 1266, 610, 1275]
hockey-team-photo bbox=[352, 126, 662, 298]
khera-headline: ಪವನ್‌ಖೇರಾ ಬಳಿ 2 ಮತ ಚೀಟಿ bbox=[638, 806, 870, 830]
cathlab-story-2: ಸೇವೆಗೆ ಮುಖ್ಯವಾಗಿದೆ. ಆದರಿಂದ ಪೌಷ್ಟಿಕ ಆಹಾರ ವಿತರಣೆಯೂ ಸಹ ಮಹತ್ವದ ಕೆಲಸವಾಗಿದೆ. ರೋಗಿಗಳಿಗೆ ಗುಣಮಟ್ಟದ ಆಹಾರ ಒದಗಿಸುವಲ್ಲಿ ಯಾವುದೇ ಲೋಪವಾಗಬಾರದು. ಆಸ್ಪತ್ರೆಯ ಸ್ವಚ್ಛತೆ ಹಾಗೂ ವೈದ್ಯಕೀಯ ಸಿಬ್ಬಂದಿ ಕರ್ತವ್ಯ ನಿಷ್ಠೆಯಿಂದ ಕೆಲಸ ಮಾಡಬೇಕು ಎಂದರು. ಆಸ್ಪತ್ರೆಗಳ ಸುಧಾರಣೆಗೆ ಎಲ್ಲರೂ ಸಹಕರಿಸಬೇಕು ಎಂದು ಅವರು ಮನವಿ ಮಾಡಿದರು. bbox=[164, 1420, 482, 1434]
kiru-icon bbox=[12, 73, 52, 113]
hockey-headline: ಹಾಕಿ: ಮುಂದಿದೆ ಸವಾಲು bbox=[186, 64, 556, 114]
fixture-item: ಸೆ.3: ಕೊರಿಯಾ ವಿರುದ್ಧ bbox=[363, 329, 428, 338]
karting-story-1: ● ಚೆನ್ನೈ: ಮುಂಬೈನ 14ರ ಹರೆಯದ ಕಿಯಾನ್ ಶಾ ಅವರು ಮೆಕೊ ಎಫ್‌ಎಂಎಸ್‌ಸಿಐ ರಾಷ್ಟ್ರೀಯ ಕಾರ್ಟಿಂಗ್ ಚಾಂಪಿಯನ್‌ಶಿಪ್‌ನ ಮೂರನೇ ಸುತ್ತಿನಲ್ಲಿ ಜಯ ಸಾಧಿಸಿದ್ದಾರೆ. ಮದ್ರಾಸ್ ಇಂಟರ್‌ನ್ಯಾಷನಲ್ ಕಾರ್ಟಿಂಗ್ ಅರೆನಾ (MIKA)ದಲ್ಲಿ ನಡೆದ ಸ್ಪರ್ಧೆಯಲ್ಲಿ ಅವರು ಅಗ್ರಸ್ಥಾನ ಪಡೆದರು. ಬೆಂಗಳೂರಿನ ರಿಷಿಕ್ ರೆಡ್ಡಿ ಎರಡನೇ ಸ್ಥಾನ ಗಳಿಸಿದರು. ಕಿಯಾನ್ 50.330 ಸೆಕೆಂಡ್‌ಗಳಲ್ಲಿ ಗುರಿ ತಲುಪಿದರು. 18 ಲ್ಯಾಪ್‌ಗಳ ರೇಸ್‌ನಲ್ಲಿ ಆರಂಭದಿಂದಲೇ ಮುನ್ನಡೆ ಕಾಯ್ದುಕೊಂಡ ಕಿಯಾನ್ ಉತ್ತಮ ಪ್ರದರ್ಶನ ನೀಡಿದರು. ಕಿಯಾನ್ ರೇಸ್ ಆರಂಭದಲ್ಲಿ ಉತ್ತಮವಾಗಿ ಚಲಿಸುತ್ತಿದ್ದರು. ಅವರು ಎದುರಾಳಿಗಳಿಗೆ ಯಾವುದೇ ಅವಕಾಶ ನೀಡಲಿಲ್ಲ. bbox=[186, 866, 326, 929]
masthead bbox=[0, 0, 945, 58]
grid-block bbox=[661, 1326, 683, 1348]
logo-emblem-icon bbox=[12, 8, 38, 34]
answers-down-head: ಮೇಲಿನಿಂದ ಕೆಳಕ್ಕೆ : bbox=[694, 1394, 738, 1402]
grid-cell[interactable] bbox=[618, 1455, 640, 1477]
cathlab-headline: ಕ್ಯಾಥ್‌ಲ್ಯಾಬ್ ನಿರ್ಮಾಣ ಪ್ರಸ್ತಾವನೆಗೆ ಶೀಘ್ರ ಅನುಮೋದನೆ bbox=[8, 1222, 351, 1243]
bcci-logo-photo bbox=[820, 138, 940, 228]
clue-item: 1.ಅಗ್ನಿಗಳ ಸಮಾಹ ಜಯಚುಗುವುದು (4) bbox=[786, 1232, 874, 1241]
podium-driver bbox=[459, 874, 501, 1012]
grid-cell[interactable] bbox=[661, 1391, 683, 1413]
player-figure bbox=[452, 156, 494, 286]
sinner-photo bbox=[680, 432, 812, 532]
grid-block bbox=[532, 1348, 554, 1370]
answer-item: 8.ಕಲಾಭವನ 10.ಬಾವಿ bbox=[694, 1336, 745, 1345]
grid-cell[interactable]: 8 bbox=[554, 1348, 576, 1370]
registration-marks bbox=[70, 1484, 120, 1492]
clue-item: 6.ಬಿಗಿಯಾದ ಬಲ್ಪದೊಂದು ಪಠ ಐಷಿಗೆ (3) bbox=[786, 1248, 877, 1257]
cmyk-dot bbox=[622, 1484, 630, 1492]
grid-cell[interactable] bbox=[640, 1283, 662, 1305]
clue-item: 3.ಮೃದುವಾಗಿ ಅಸ್ಟ್ ಕಡಿಗೆಯುವ (4) bbox=[786, 1372, 864, 1381]
grid-cell[interactable] bbox=[618, 1434, 640, 1456]
person-figure bbox=[284, 1276, 336, 1416]
